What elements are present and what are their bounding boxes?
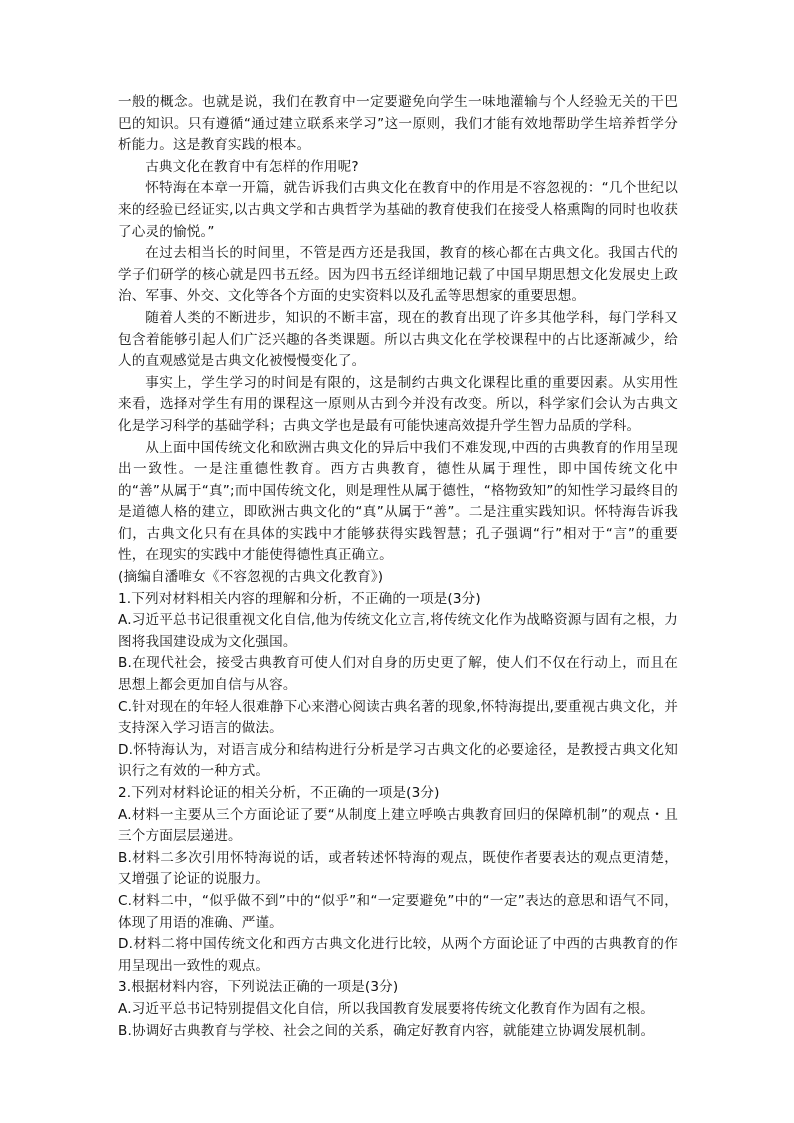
article-paragraph-4: 在过去相当长的时间里，不管是西方还是我国，教育的核心都在古典文化。我国古代的学子们研学的核心就是四书五经。因为四书五经详细地记载了中国早期思想文化发展史上政治、军事、外交、文化等各个方面的史实资料以及孔孟等思想家的重要思想。 [118,245,678,305]
article [118,92,678,589]
article-paragraph-5: 随着人类的不断进步，知识的不断丰富，现在的教育出现了许多其他学科，每门学科又包含着能够引起人们广泛兴趣的各类课题。所以古典文化在学校课程中的占比逐渐减少，给人的直观感觉是古典文化被慢慢变化了。 [118,309,678,370]
article-paragraph-1: 一般的概念。也就是说，我们在教育中一定要避免向学生一味地灌输与个人经验无关的干巴巴的知识。只有遵循“通过建立联系来学习”这一原则，我们才能有效地帮助学生培养哲学分析能力。这是教育实践的根本。 [118,94,678,154]
question-3 [118,977,678,1042]
article-paragraph-7: 从上面中国传统文化和欧洲古典文化的异后中我们不难发现,中西的古典教育的作用呈现出一致性。一是注重德性教育。西方古典教育，德性从属于理性，即中国传统文化中的“善”从属于“真”;而中国传统文化，则是理性从属于德性，“格物致知”的知性学习最终目的是道德人格的建立，即欧洲古典文化的“真”从属于“善”。二是注重实践知识。怀特海告诉我们，古典文化只有在具体的实践中才能够获得实践智慧；孔子强调“行”相对于“言”的重要性，在现实的实践中才能使得德性真正确立。 [118,439,678,564]
question-1 [118,589,678,783]
option-b: B.材料二多次引用怀特海说的话，或者转述怀特海的观点，既使作者要表达的观点更清楚，又增强了论证的说服力。 [118,849,678,888]
option-d: D.怀特海认为，对语言成分和结构进行分析是学习古典文化的必要途径，是教授古典文化知识行之有效的一种方式。 [118,741,678,780]
option-b: B.在现代社会，接受古典教育可使人们对自身的历史更了解，使人们不仅在行动上，而且在思想上都会更加自信与从容。 [118,655,678,694]
option-a: A.习近平总书记很重视文化自信,他为传统文化立言,将传统文化作为战略资源与固有之根，力图将我国建设成为文化强国。 [118,612,678,650]
option-c: C.针对现在的年轻人很难静下心来潜心阅读古典名著的现象,怀特海提出,要重视古典文化，并支持深入学习语言的做法。 [118,698,678,737]
article-paragraph-6: 事实上，学生学习的时间是有限的，这是制约古典文化课程比重的重要因素。从实用性来看，选择对学生有用的课程这一原则从古到今并没有改变。所以，科学家们会认为古典文化是学习科学的基础学科；古典文学也是最有可能快速高效提升学生智力品质的学科。 [118,374,678,434]
article-paragraph-3: 怀特海在本章一开篇，就告诉我们古典文化在教育中的作用是不容忽视的：“几个世纪以来的经验已经证实,以古典文学和古典哲学为基础的教育使我们在接受人格熏陶的同时也收获了心灵的愉悦。” [118,180,678,240]
option-c: C.材料二中，“似乎做不到”中的“似乎”和“一定要避免”中的“一定”表达的意思和语气不同，体现了用语的准确、严谨。 [118,892,678,931]
option-b: B.协调好古典教育与学校、社会之间的关系，确定好教育内容，就能建立协调发展机制。 [118,1022,655,1039]
option-d: D.材料二将中国传统文化和西方古典文化进行比较，从两个方面论证了中西的古典教育的作用呈现出一致性的观点。 [118,936,678,974]
question-stem: 2.下列对材料论证的相关分析，不正确的一项是(3分) [118,785,440,801]
document-page [118,92,678,1042]
question-stem: 3.根据材料内容，下列说法正确的一项是(3分) [118,979,399,996]
option-a: A.习近平总书记特别提倡文化自信，所以我国教育发展要将传统文化教育作为固有之根。 [118,1000,654,1017]
question-stem: 1.下列对材料相关内容的理解和分析，不正确的一项是(3分) [118,590,481,607]
option-a: A.材料一主要从三个方面论证了要“从制度上建立呼唤古典教育回归的保障机制”的观点・且三个方面层层递进。 [118,806,678,845]
article-paragraph-2: 古典文化在教育中有怎样的作用呢? [145,158,359,175]
article-source: (摘编自潘唯女《不容忽视的古典文化教育》) [118,569,384,586]
question-2 [118,783,678,977]
